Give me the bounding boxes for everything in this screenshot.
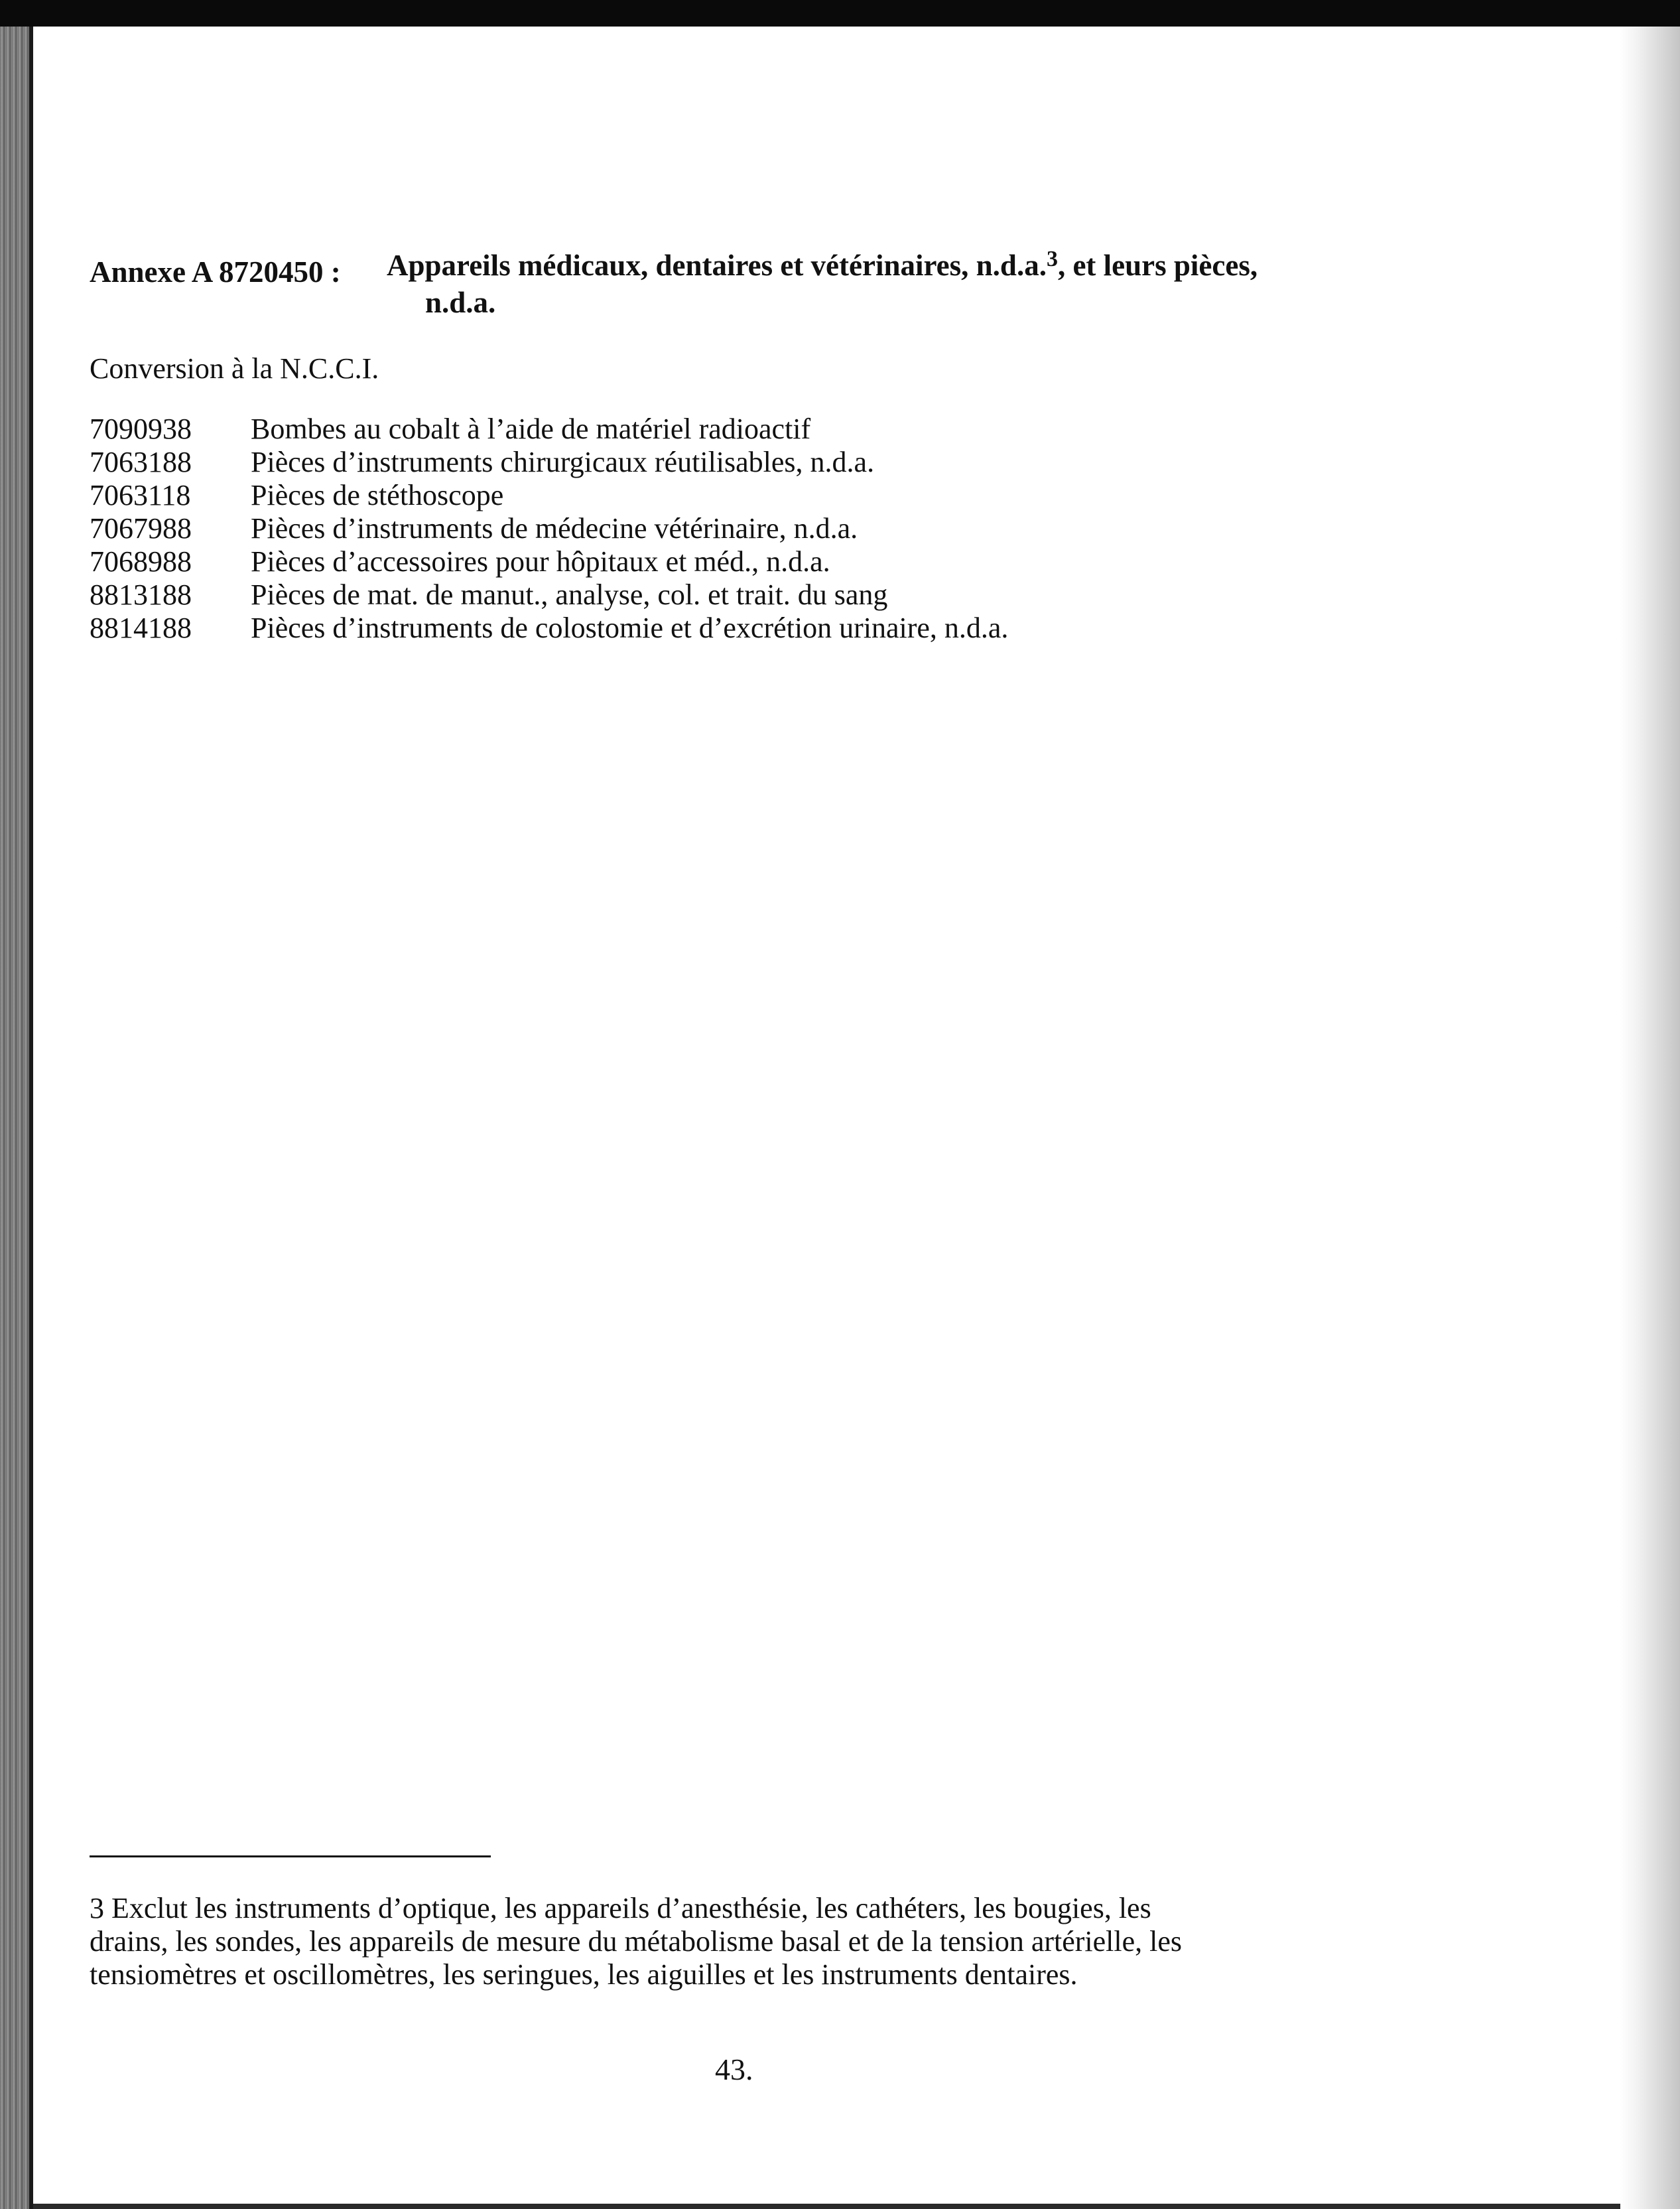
list-item <box>90 446 1516 479</box>
annex-title-text-rest: , et leurs pièces, <box>1057 249 1258 282</box>
list-item <box>90 413 1516 446</box>
conversion-subtitle: Conversion à la N.C.C.I. <box>90 352 379 385</box>
footnote-divider <box>90 1855 491 1857</box>
conversion-code: 7063188 <box>90 446 192 478</box>
conversion-code: 8814188 <box>90 612 192 644</box>
annex-title <box>387 247 1481 321</box>
footnote-line: drains, les sondes, les appareils de mesure du métabolisme basal et de la tension artérielle, les <box>90 1925 1183 1958</box>
conversion-description: Pièces de mat. de manut., analyse, col. et trait. du sang <box>251 578 888 611</box>
footnote-reference: 3 <box>1046 247 1058 271</box>
conversion-code: 7090938 <box>90 413 192 445</box>
scan-bottom-border <box>33 2204 1620 2209</box>
scan-top-border <box>0 0 1680 27</box>
footnote <box>90 1892 1449 1991</box>
list-item <box>90 512 1516 545</box>
list-item <box>90 545 1516 578</box>
conversion-description: Pièces d’instruments de médecine vétérinaire, n.d.a. <box>251 512 858 545</box>
conversion-description: Pièces de stéthoscope <box>251 479 504 511</box>
conversion-code: 7063118 <box>90 479 191 511</box>
annex-label: Annexe A 8720450 : <box>90 255 341 289</box>
conversion-code: 7068988 <box>90 545 192 578</box>
conversion-code: 8813188 <box>90 578 192 611</box>
footnote-line: tensiomètres et oscillomètres, les seringues, les aiguilles et les instruments dentaires. <box>90 1958 1078 1991</box>
conversion-description: Pièces d’accessoires pour hôpitaux et méd., n.d.a. <box>251 545 830 578</box>
scan-left-shadow <box>29 27 33 2209</box>
list-item <box>90 612 1516 645</box>
conversion-description: Pièces d’instruments de colostomie et d’excrétion urinaire, n.d.a. <box>251 612 1009 644</box>
conversion-list <box>90 413 1516 645</box>
annex-title-text: Appareils médicaux, dentaires et vétérinaires, n.d.a. <box>387 249 1047 282</box>
annex-title-line-2: n.d.a. <box>425 286 496 319</box>
annex-title-line-1 <box>387 247 1481 284</box>
scan-left-border <box>0 27 29 2209</box>
page-number: 43. <box>715 2052 753 2086</box>
footnote-line: 3 Exclut les instruments d’optique, les appareils d’anesthésie, les cathéters, les bougies, les <box>90 1892 1151 1924</box>
conversion-code: 7067988 <box>90 512 192 545</box>
scan-right-border <box>1620 27 1680 2209</box>
list-item <box>90 479 1516 512</box>
conversion-description: Pièces d’instruments chirurgicaux réutilisables, n.d.a. <box>251 446 875 478</box>
list-item <box>90 578 1516 612</box>
conversion-description: Bombes au cobalt à l’aide de matériel radioactif <box>251 413 811 445</box>
